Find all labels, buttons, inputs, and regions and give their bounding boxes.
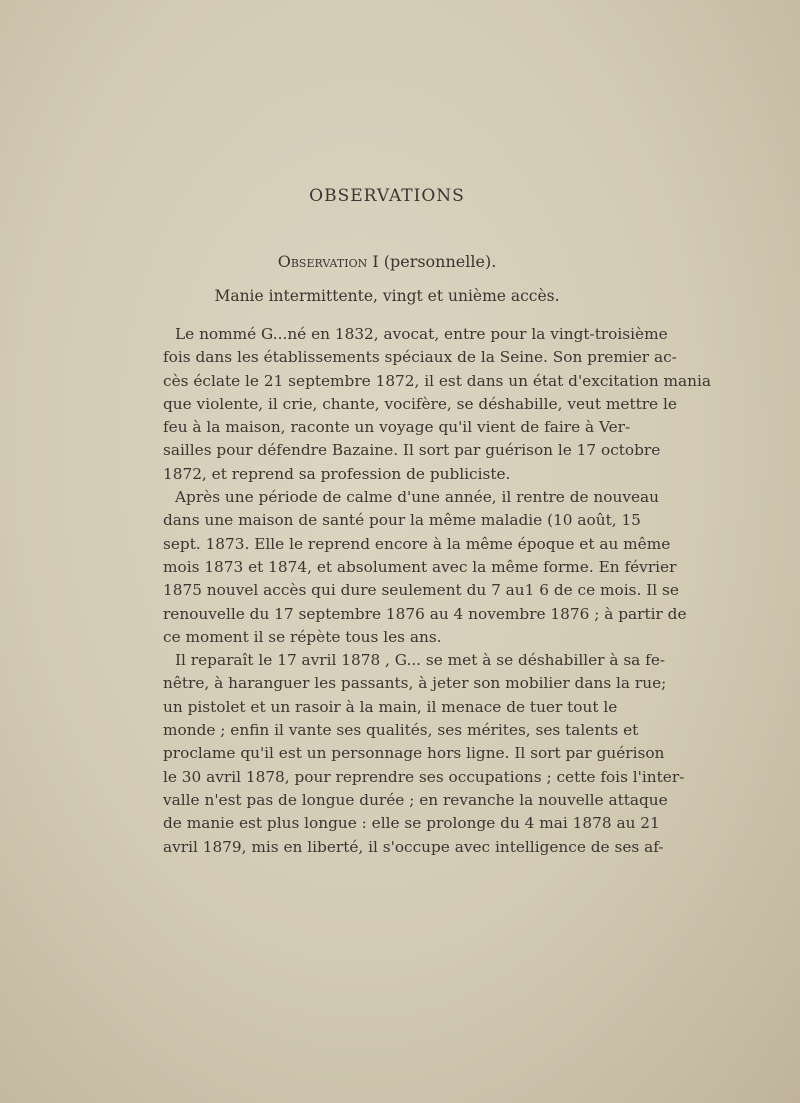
text-line: dans une maison de santé pour la même maladie (10 août, 15 — [163, 511, 641, 530]
text-line: Après une période de calme d'une année, il rentre de nouveau — [175, 488, 660, 507]
text-line: 1875 nouvel accès qui dure seulement du 7 au1 6 de ce mois. Il se — [163, 581, 679, 600]
text-line: sept. 1873. Elle le reprend encore à la même époque et au même — [163, 534, 671, 553]
text-line: mois 1873 et 1874, et absolument avec la même forme. En février — [163, 557, 677, 576]
body-text — [163, 323, 712, 859]
observation-heading — [0, 252, 774, 271]
observation-subtitle: Manie intermittente, vingt et unième accès. — [214, 287, 560, 305]
text-line: cès éclate le 21 septembre 1872, il est dans un état d'excitation mania — [163, 371, 712, 390]
observation-label: Observation — [277, 252, 368, 271]
text-line: valle n'est pas de longue durée ; en revanche la nouvelle attaque — [163, 790, 668, 809]
text-line: Le nommé G...né en 1832, avocat, entre pour la vingt-troisième — [175, 325, 668, 343]
text-line: fois dans les établissements spéciaux de la Seine. Son premier ac- — [163, 348, 677, 367]
text-line: sailles pour défendre Bazaine. Il sort par guérison le 17 octobre — [163, 441, 661, 460]
text-line: monde ; enfin il vante ses qualités, ses mérites, ses talents et — [163, 721, 639, 740]
text-line: le 30 avril 1878, pour reprendre ses occupations ; cette fois l'inter- — [163, 767, 685, 786]
text-line: 1872, et reprend sa profession de publiciste. — [163, 464, 511, 483]
text-line: proclame qu'il est un personnage hors ligne. Il sort par guérison — [163, 744, 665, 763]
text-line: nêtre, à haranguer les passants, à jeter son mobilier dans la rue; — [163, 674, 667, 693]
text-line: avril 1879, mis en liberté, il s'occupe avec intelligence de ses af- — [163, 837, 664, 856]
page-title: OBSERVATIONS — [309, 186, 465, 206]
text-line: renouvelle du 17 septembre 1876 au 4 novembre 1876 ; à partir de — [163, 604, 687, 623]
observation-number: I (personnelle). — [372, 252, 497, 271]
text-line: de manie est plus longue : elle se prolonge du 4 mai 1878 au 21 — [163, 814, 660, 833]
text-line: feu à la maison, raconte un voyage qu'il vient de faire à Ver- — [163, 418, 631, 437]
text-line: ce moment il se répète tous les ans. — [163, 627, 442, 646]
text-line: que violente, il crie, chante, vocifère, se déshabille, veut mettre le — [163, 394, 677, 413]
text-line: Il reparaît le 17 avril 1878 , G... se met à se déshabiller à sa fe- — [175, 651, 666, 670]
text-line: un pistolet et un rasoir à la main, il menace de tuer tout le — [163, 697, 618, 716]
